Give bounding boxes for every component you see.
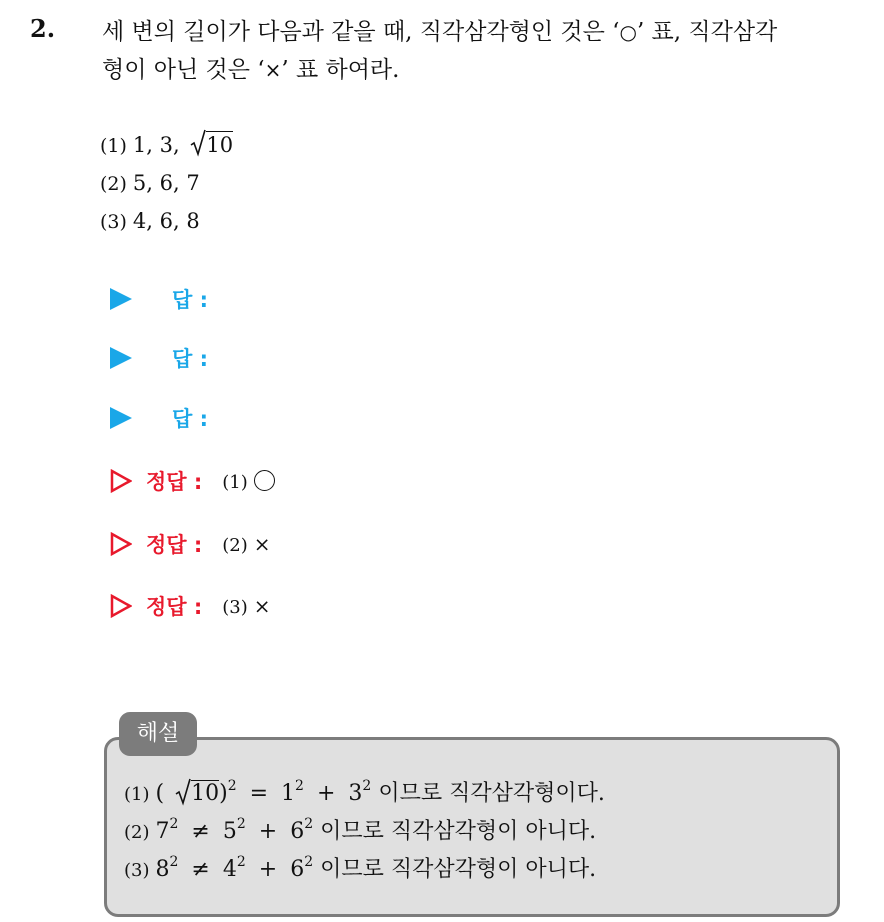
- question-number: 2.: [30, 14, 56, 43]
- play-arrow-icon: [110, 347, 132, 369]
- question-line-1: 세 변의 길이가 다음과 같을 때, 직각삼각형인 것은 ‘○’ 표, 직각삼각: [102, 19, 778, 45]
- correct-value: (2) ×: [222, 532, 271, 556]
- correct-label: 정답 :: [146, 595, 203, 619]
- item-label: (1): [100, 135, 127, 157]
- cross-symbol: ×: [264, 58, 282, 82]
- item-label: (2): [100, 173, 127, 195]
- answer-row-3: [110, 403, 208, 433]
- item-3: [100, 202, 233, 240]
- answer-row-1: [110, 284, 208, 314]
- outline-triangle-icon: [110, 594, 132, 618]
- item-values: 4, 6, 8: [132, 209, 200, 233]
- circle-symbol: ○: [619, 20, 637, 44]
- explanation-title: 해설: [119, 712, 197, 756]
- correct-answer-row-1: [110, 464, 275, 498]
- radical-sign-icon: [190, 129, 206, 157]
- answer-label: 답 :: [172, 288, 208, 312]
- answer-row-2: [110, 343, 208, 373]
- item-label: (3): [100, 211, 127, 233]
- explanation-content: [124, 775, 605, 889]
- item-values: 5, 6, 7: [132, 171, 200, 195]
- outline-triangle-icon: [110, 532, 132, 556]
- explanation-line-1: (1) ( $10)^2 = 1^2 + 3^2$ 이므로 직각삼각형이다.: [124, 775, 605, 813]
- sqrt-expression: 10: [175, 775, 219, 813]
- item-list: [100, 126, 233, 240]
- play-arrow-icon: [110, 407, 132, 429]
- correct-label: 정답 :: [146, 470, 203, 494]
- sqrt-expression: [190, 126, 233, 164]
- explanation-line-2: (2) $7^2 \ne 5^2 + 6^2$ 이므로 직각삼각형이 아니다.: [124, 815, 597, 844]
- circle-mark-icon: [254, 470, 275, 491]
- answer-label: 답 :: [172, 347, 208, 371]
- question-text: [102, 13, 872, 89]
- item-values: 1, 3,: [132, 133, 180, 157]
- item-1: [100, 126, 233, 164]
- correct-label: 정답 :: [146, 533, 203, 557]
- correct-answer-row-2: [110, 527, 271, 561]
- question-line-2: 형이 아닌 것은 ‘×’ 표 하여라.: [102, 57, 400, 83]
- correct-answer-row-3: [110, 589, 271, 623]
- correct-value: (1): [222, 469, 275, 493]
- radical-sign-icon: [175, 778, 191, 806]
- play-arrow-icon: [110, 288, 132, 310]
- correct-value: (3) ×: [222, 594, 271, 618]
- radicand: 10: [206, 133, 234, 157]
- answer-label: 답 :: [172, 407, 208, 431]
- cross-mark: ×: [253, 532, 271, 556]
- cross-mark: ×: [253, 594, 271, 618]
- outline-triangle-icon: [110, 469, 132, 493]
- item-2: [100, 164, 233, 202]
- explanation-line-3: (3) $8^2 \ne 4^2 + 6^2$ 이므로 직각삼각형이 아니다.: [124, 853, 597, 882]
